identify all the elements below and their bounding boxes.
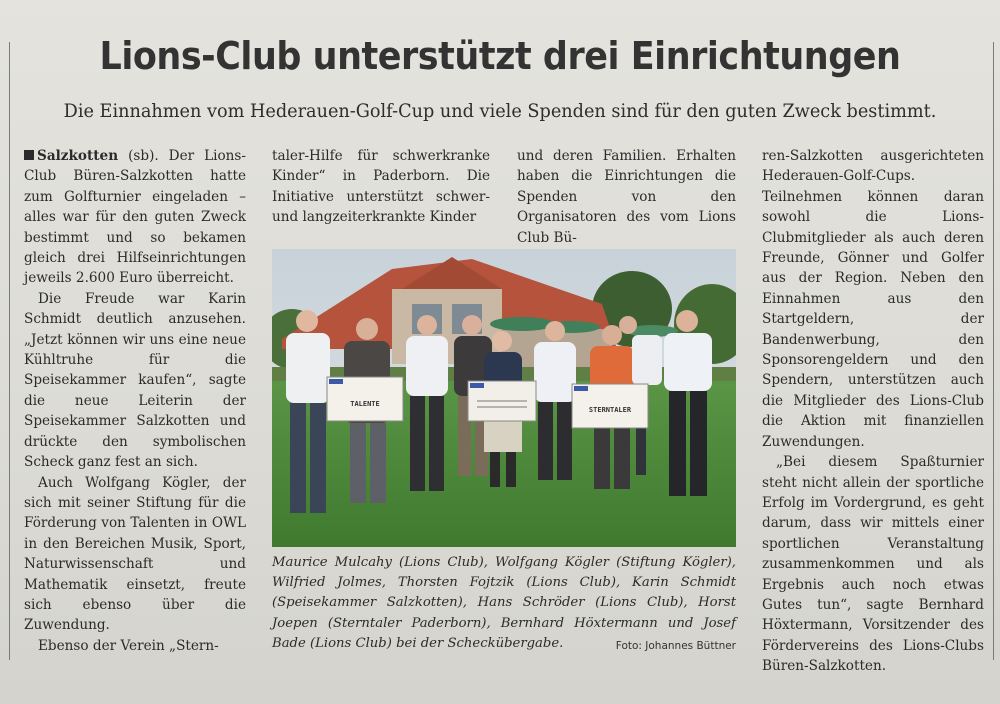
column-2-text: taler-Hilfe für schwerkranke Kinder“ in Paderborn. Die Initiative unterstützt schwer- und langzeiterkrankte Kinder [272, 148, 490, 226]
check-speisekammer [468, 381, 536, 421]
check-sterntaler [572, 384, 648, 428]
group-photo-illustration [272, 249, 736, 547]
lead-paragraph [24, 146, 246, 289]
group-photo [272, 249, 736, 547]
check-talente [327, 377, 403, 421]
dateline: Salzkotten [24, 148, 118, 164]
lead-text: (sb). Der Lions-Club Büren-Salzkotten hatte zum Golfturnier eingeladen – alles war für den guten Zweck bestimmt und so bekamen gleich drei Hilfseinrichtungen jeweils 2.600 Euro überreicht. [24, 148, 246, 287]
paragraph-2: Die Freude war Karin Schmidt deutlich anzusehen. „Jetzt können wir uns eine neue Kühltruhe für die Speisekammer kaufen“, sagte die neue Leiterin der Speisekammer Salzkotten und drückte den symbolischen Scheck ganz fest an sich. [24, 290, 246, 471]
article-column-2 [272, 146, 490, 228]
check-talente-label: TALENTE [350, 400, 380, 408]
column-3-text: und deren Familien. Erhalten haben die Einrichtungen die Spenden von den Organisatoren des vom Lions Club Bü- [517, 148, 736, 246]
photo-caption: Maurice Mulcahy (Lions Club), Wolfgang Kögler (Stiftung Kögler), Wilfried Jolmes, Thorsten Fojtzik (Lions Club), Karin Schmidt (Speisekammer Salzkotten), Hans Schröder (Lions Club), Horst Joepen (Sterntaler Paderborn), Bernhard Höxtermann und Josef Bade (Lions Club) bei der Scheckübergabe. [272, 555, 736, 651]
check-sterntaler-label: STERNTALER [588, 406, 632, 414]
article-subheadline: Die Einnahmen vom Hederauen-Golf-Cup und viele Spenden sind für den guten Zweck bestimmt. [63, 100, 937, 122]
column-rule-left [9, 42, 10, 660]
paragraph-4: Ebenso der Verein „Stern- [38, 637, 219, 654]
column-rule-right [993, 42, 994, 660]
column-4-paragraph-1: ren-Salzkotten ausgerichteten Hederauen-Golf-Cups. Teilnehmen können daran sowohl die Lions-Clubmitglieder als auch deren Freunde, Gönner und Golfer aus der Region. Neben den Einnahmen aus den Startgeldern, der Bandenwerbung, den Sponsorengeldern und den Spendern, unterstützen auch die Mitglieder des Lions-Club die Aktion mit finanziellen Zuwendungen. [762, 148, 984, 450]
article-column-4 [762, 146, 984, 677]
article-headline: Lions-Club unterstützt drei Einrichtungen [99, 34, 901, 78]
paragraph-3: Auch Wolfgang Kögler, der sich mit seiner Stiftung für die Förderung von Talenten in OWL in den Bereichen Musik, Sport, Naturwissenschaft und Mathematik einsetzt, freute sich ebenso über die Zuwendung. [24, 474, 246, 634]
photo-credit: Foto: Johannes Büttner [615, 640, 736, 652]
column-4-paragraph-2: „Bei diesem Spaßturnier steht nicht allein der sportliche Erfolg im Vordergrund, es geht darum, dass wir mittels einer sportlichen Veranstaltung zusammenkommen und als Ergebnis auch noch etwas Gutes tun“, sagte Bernhard Höxtermann, Vorsitzender des Fördervereins des Lions-Clubs Büren-Salzkotten. [762, 454, 984, 675]
article-column-1 [24, 146, 246, 656]
article-column-3 [517, 146, 736, 248]
